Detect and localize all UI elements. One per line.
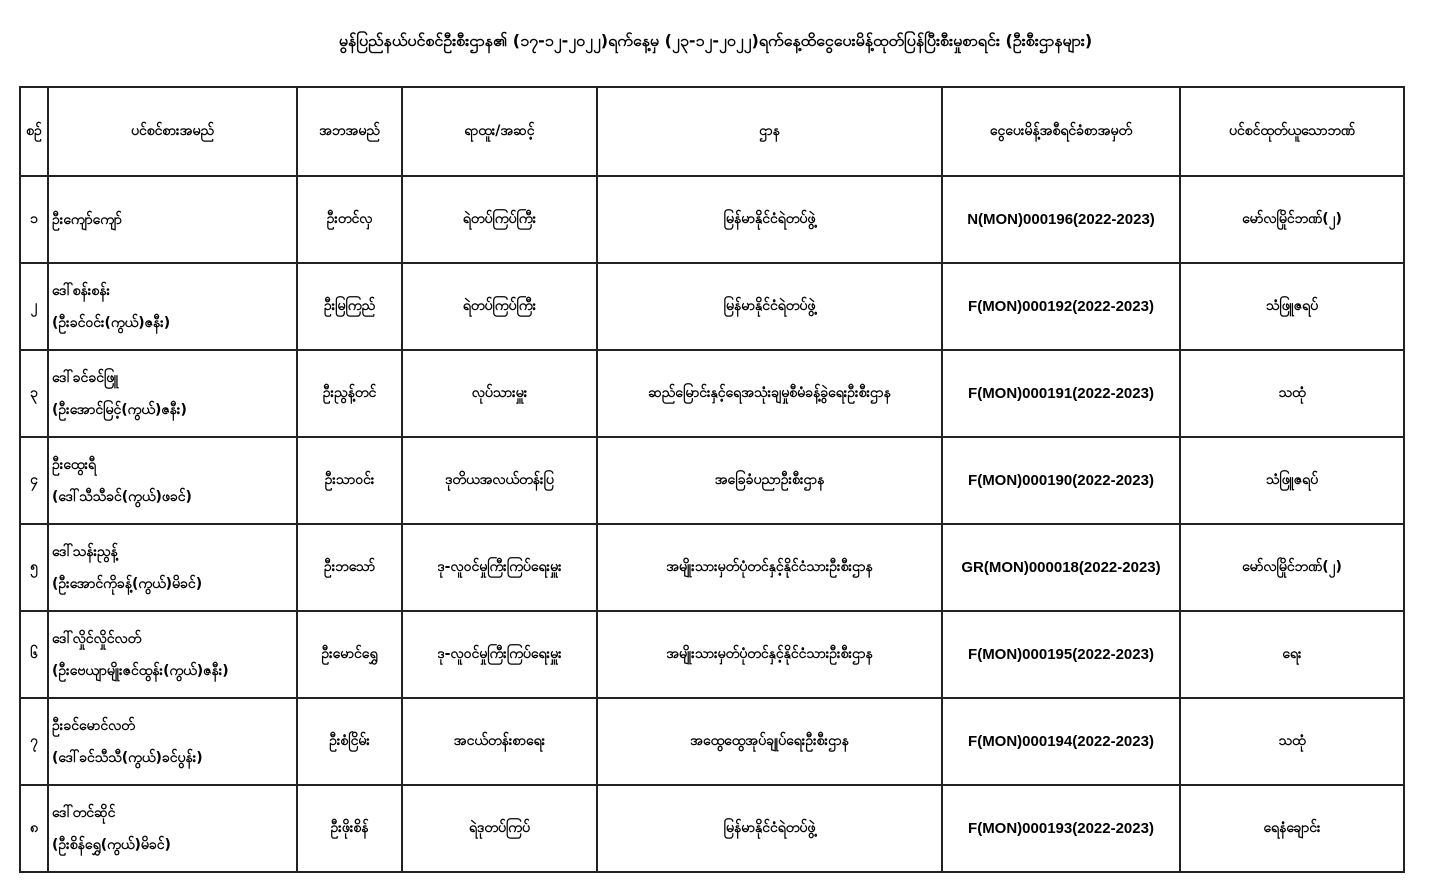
header-father: အဘအမည် xyxy=(297,87,402,176)
department: ဆည်မြောင်းနှင့်ရေအသုံးချမှုစီမံခန့်ခွဲရေးဦးစီးဌာန xyxy=(597,350,942,437)
pensioner-name: ဦးခင်မောင်လတ် xyxy=(52,717,135,734)
bank: သံဖြူဇရပ် xyxy=(1180,437,1404,524)
department: အထွေထွေအုပ်ချုပ်ရေးဦးစီးဌာန xyxy=(597,698,942,785)
rank: ရဲတပ်ကြပ်ကြီး xyxy=(402,263,597,350)
pensioner-name: ဒေါ်ခင်ခင်ဖြူ xyxy=(52,369,119,386)
pensioner-relation: (ဦးအောင်မြင့်(ကွယ်)ဇနီး) xyxy=(52,401,187,418)
report-code: N(MON)000196(2022-2023) xyxy=(942,176,1180,263)
header-code: ငွေပေးမိန့်အစီရင်ခံစာအမှတ် xyxy=(942,87,1180,176)
row-no: ၂ xyxy=(20,263,48,350)
table-row xyxy=(20,611,1404,698)
pension-table xyxy=(19,86,1405,873)
father-name: ဦးတင်လှ xyxy=(297,176,402,263)
bank: ရေနံချောင်း xyxy=(1180,785,1404,872)
bank: သထုံ xyxy=(1180,698,1404,785)
father-name: ဦးသာဝင်း xyxy=(297,437,402,524)
father-name: ဦးမြကြည် xyxy=(297,263,402,350)
table-header-row xyxy=(20,87,1404,176)
pensioner-relation: (ဦးခင်ဝင်း(ကွယ်)ဇနီး) xyxy=(52,314,171,331)
pensioner-name-cell xyxy=(48,524,297,611)
header-rank: ရာထူး/အဆင့် xyxy=(402,87,597,176)
rank: ရဲဒုတပ်ကြပ် xyxy=(402,785,597,872)
pensioner-name-cell xyxy=(48,611,297,698)
bank: သံဖြူဇရပ် xyxy=(1180,263,1404,350)
row-no: ၃ xyxy=(20,350,48,437)
pensioner-name: ဒေါ်လှိုင်လှိုင်လတ် xyxy=(52,630,142,647)
department: အခြေခံပညာဦးစီးဌာန xyxy=(597,437,942,524)
pensioner-relation: (ဦးဗေယျာမျိုးဇင်ထွန်း(ကွယ်)ဇနီး) xyxy=(52,662,229,679)
rank: ရဲတပ်ကြပ်ကြီး xyxy=(402,176,597,263)
rank: အငယ်တန်းစာရေး xyxy=(402,698,597,785)
pensioner-name-cell xyxy=(48,785,297,872)
header-dept: ဌာန xyxy=(597,87,942,176)
pensioner-name-cell xyxy=(48,263,297,350)
pensioner-name-cell xyxy=(48,176,297,263)
department: မြန်မာနိုင်ငံရဲတပ်ဖွဲ့ xyxy=(597,176,942,263)
row-no: ၈ xyxy=(20,785,48,872)
father-name: ဦးဖိုးစိန် xyxy=(297,785,402,872)
header-no: စဉ် xyxy=(20,87,48,176)
table-row xyxy=(20,437,1404,524)
pensioner-name-cell xyxy=(48,698,297,785)
report-code: F(MON)000194(2022-2023) xyxy=(942,698,1180,785)
report-code: F(MON)000193(2022-2023) xyxy=(942,785,1180,872)
table-row xyxy=(20,263,1404,350)
pensioner-relation: (ဒေါ်သီသီခင်(ကွယ်)ဖခင်) xyxy=(52,488,192,505)
report-code: F(MON)000195(2022-2023) xyxy=(942,611,1180,698)
department: မြန်မာနိုင်ငံရဲတပ်ဖွဲ့ xyxy=(597,785,942,872)
table-row xyxy=(20,785,1404,872)
page-title: မွန်ပြည်နယ်ပင်စင်ဦးစီးဌာန၏ (၁၇-၁၂-၂၀၂၂)ရက်နေ့မှ (၂၃-၁၂-၂၀၂၂)ရက်နေ့ထိငွေပေးမိန့်ထုတ်ပြန်ပြီးစီးမှုစာရင်း (ဦးစီးဌာနများ) xyxy=(338,31,1093,50)
father-name: ဦးစံငြိမ်း xyxy=(297,698,402,785)
row-no: ၇ xyxy=(20,698,48,785)
father-name: ဦးညွန့်တင် xyxy=(297,350,402,437)
bank: ရေး xyxy=(1180,611,1404,698)
header-bank: ပင်စင်ထုတ်ယူသောဘဏ် xyxy=(1180,87,1404,176)
department: မြန်မာနိုင်ငံရဲတပ်ဖွဲ့ xyxy=(597,263,942,350)
row-no: ၁ xyxy=(20,176,48,263)
rank: ဒုတိယအလယ်တန်းပြ xyxy=(402,437,597,524)
pensioner-name: ဦးထွေးရီ xyxy=(52,456,97,473)
rank: လုပ်သားမှူး xyxy=(402,350,597,437)
pensioner-name-cell xyxy=(48,437,297,524)
pensioner-name-cell xyxy=(48,350,297,437)
pensioner-name: ဒေါ်တင်ဆိုင် xyxy=(52,804,116,821)
pensioner-relation: (ဦးစိန်ရွှေ(ကွယ်)မိခင်) xyxy=(52,836,171,853)
row-no: ၄ xyxy=(20,437,48,524)
pensioner-name: ဦးကျော်ကျော် xyxy=(52,211,122,228)
pensioner-name: ဒေါ်သန်းညွန့် xyxy=(52,543,118,560)
pensioner-relation: (ဒေါ်ခင်သီသီ(ကွယ်)ခင်ပွန်း) xyxy=(52,749,203,766)
row-no: ၅ xyxy=(20,524,48,611)
bank: မော်လမြိုင်ဘဏ်(၂) xyxy=(1180,524,1404,611)
header-name: ပင်စင်စားအမည် xyxy=(48,87,297,176)
bank: သထုံ xyxy=(1180,350,1404,437)
report-code: F(MON)000191(2022-2023) xyxy=(942,350,1180,437)
pensioner-relation: (ဦးအောင်ကိုခန့်(ကွယ်)မိခင်) xyxy=(52,575,203,592)
report-code: GR(MON)000018(2022-2023) xyxy=(942,524,1180,611)
pensioner-name: ဒေါ်စန်းစန်း xyxy=(52,282,111,299)
table-row xyxy=(20,524,1404,611)
department: အမျိုးသားမှတ်ပုံတင်နှင့်နိုင်ငံသားဦးစီးဌာန xyxy=(597,611,942,698)
table-row xyxy=(20,350,1404,437)
rank: ဒု-လူဝင်မှုကြီးကြပ်ရေးမှူး xyxy=(402,611,597,698)
row-no: ၆ xyxy=(20,611,48,698)
father-name: ဦးမောင်ရွှေ xyxy=(297,611,402,698)
table-row xyxy=(20,698,1404,785)
report-code: F(MON)000192(2022-2023) xyxy=(942,263,1180,350)
father-name: ဦးဘသော် xyxy=(297,524,402,611)
report-code: F(MON)000190(2022-2023) xyxy=(942,437,1180,524)
department: အမျိုးသားမှတ်ပုံတင်နှင့်နိုင်ငံသားဦးစီးဌာန xyxy=(597,524,942,611)
table-row xyxy=(20,176,1404,263)
bank: မော်လမြိုင်ဘဏ်(၂) xyxy=(1180,176,1404,263)
rank: ဒု-လူဝင်မှုကြီးကြပ်ရေးမှူး xyxy=(402,524,597,611)
